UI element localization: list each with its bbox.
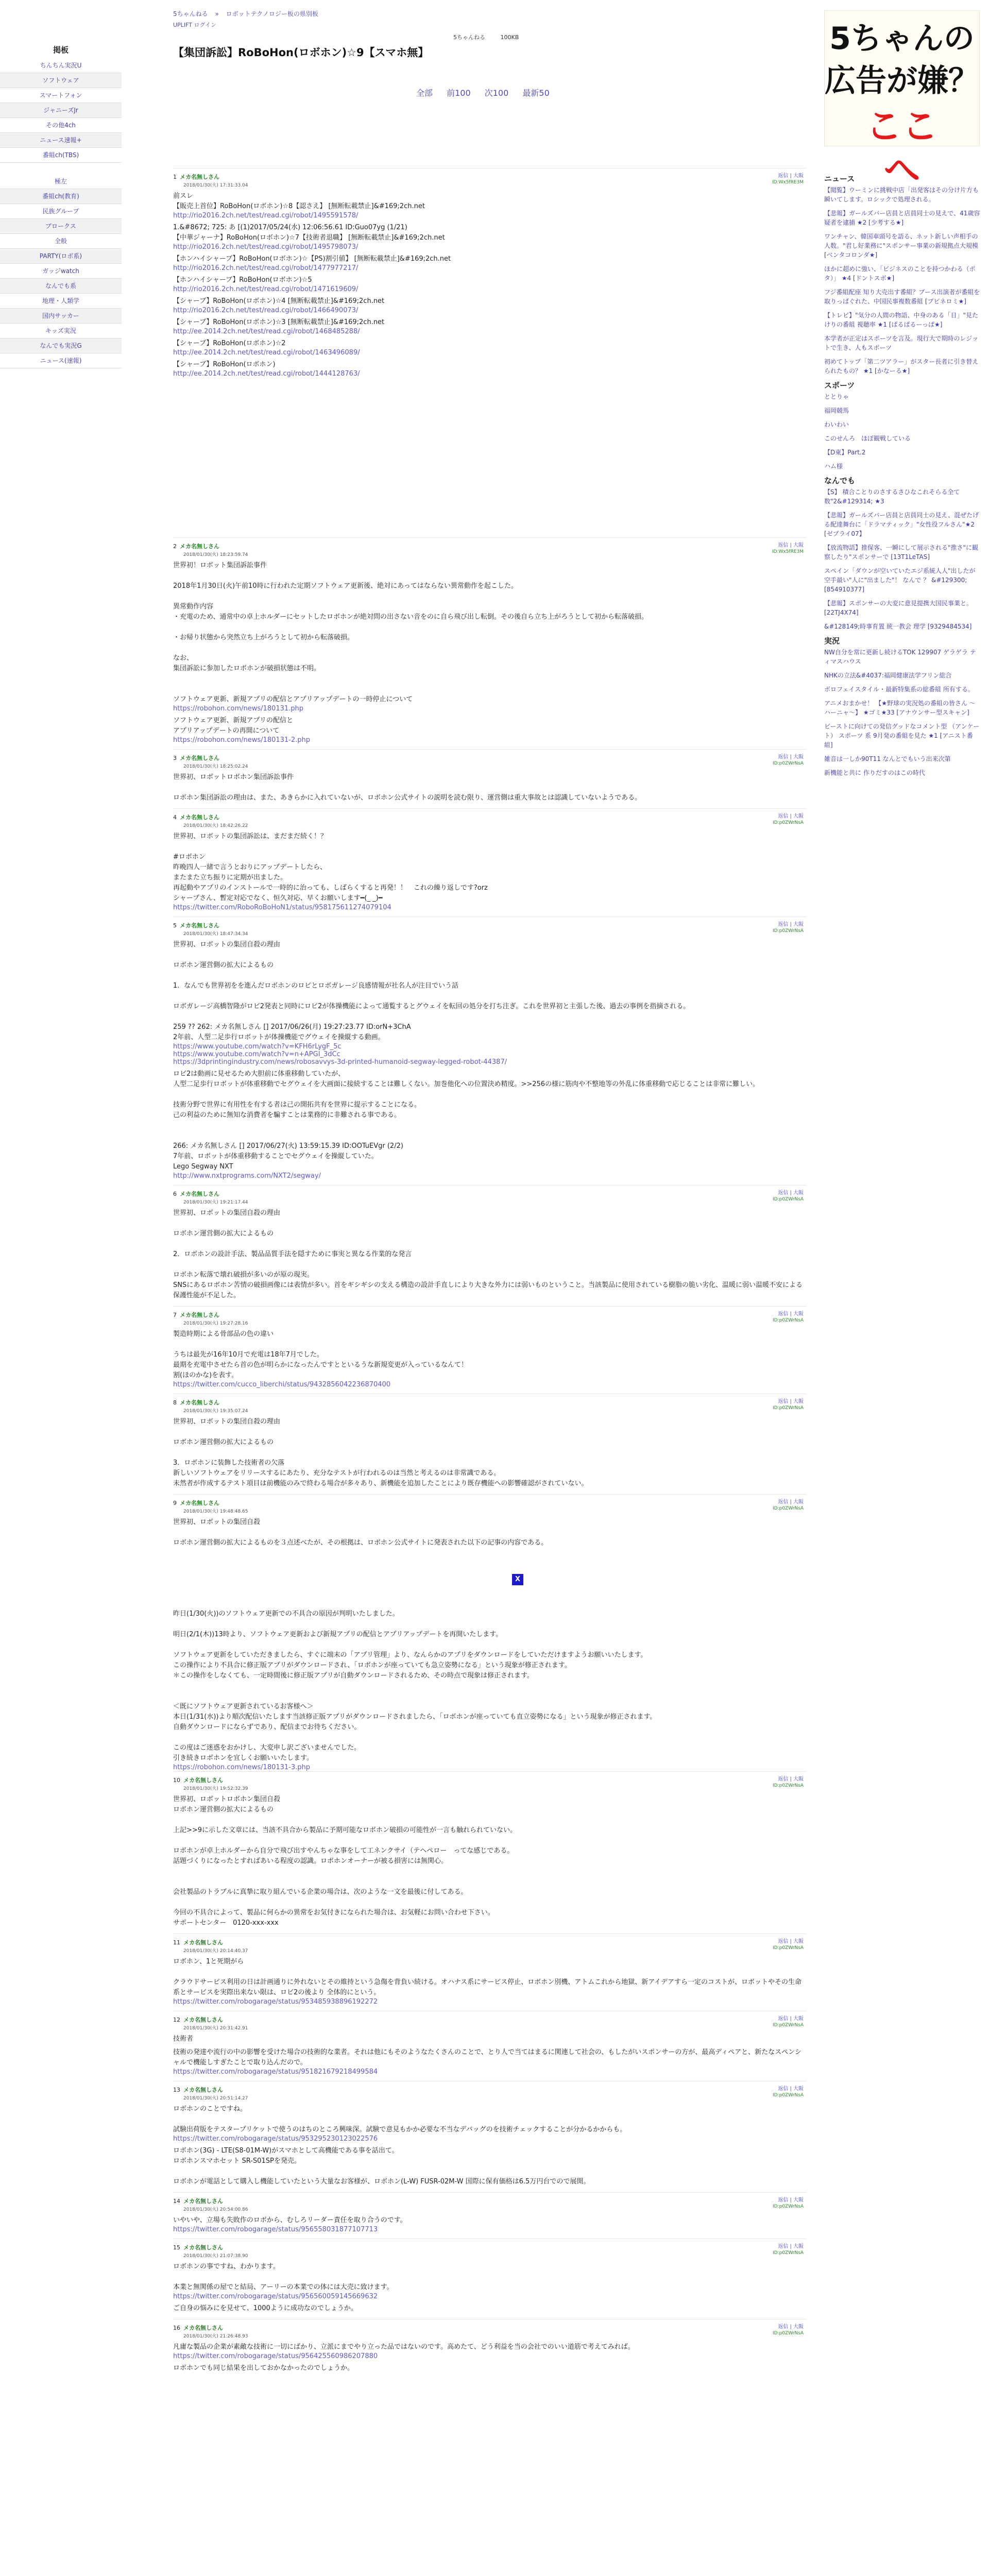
nav-next100[interactable]: 次100 [484, 88, 509, 98]
post-body: 世界初、ロボットロボホン集団訴訟事件 ロボホン集団訴訟の理由は、また、あきらかに入れていないが、ロボホン公式サイトの説明を読む限り、運営側は重大事故とは認識していないようである。 [173, 773, 642, 802]
poster-name: メカ名無しさん [180, 922, 219, 929]
nandemo-item[interactable]: スペイン「ダウンが空いていたエジ系統人人"出したが空手最い"人に"出ました"！ なんで ？ &#129300; [854910377] [824, 567, 976, 593]
banner-line: へ [884, 149, 920, 191]
sidebar-item[interactable]: 番組ch(教育) [0, 189, 122, 204]
banner-line: ここ [866, 105, 938, 147]
quoted-announcement: 昨日(1/30(火))のソフトウェア更新での不具合の原因が判明いたしました。 明日(2/1(木))13時より、ソフトウェア更新および新規アプリの配信とアプリアップデートを再開いたします。 ソフトウェア更新をしていただきましたら、すぐに端末の「アプリ管理」より、なんらかのアプリをダウンロードをしていただけますようお願いいたします。 この操作により不具合に修正版アプリがダウンロードされ、「ロボホンが座っていても急立姿勢になる」という現象が修正されます。 ＊この操作をしなくても、一定時間後に修正版アプリが自動ダウンロードされるため、その時点で現象は修正されます。 ＜既にソフトウェア更新されているお客様へ＞ 本日(1/31(水))より順次配信いたします当該修正版アプリがダウンロードされましたら、「ロボホンが座っていても直立姿勢になる」という現象が修正されます。 自動ダウンロードにならずであり、配信までお待ちください。 この度はご迷惑をおかけし、大変申し訳ございませんでした。 引き続きロボホンを宜しくお願いいたします。 [173, 1610, 657, 1762]
post-body: 1.&#8672; 725: あ [(1)2017/05/24(水) 12:06:56.61 ID:Guo07yg (1/21) 【中華ジャーナ】RoBoHon(ロボホン)☆7【技術者退職】 [無断転載禁止]&#169;2ch.net [173, 224, 445, 242]
breadcrumb: 5ちゃんねる » ロボットテクノロジー板の県別板 [173, 10, 318, 18]
thread-title: 【集団訴訟】RoBoHon(ロボホン)☆9【スマホ無】 [173, 46, 429, 59]
post-date: 2018/01/30(火) 21:26:48.93 [183, 2334, 248, 2339]
post-id[interactable]: ID:p0ZWrNsA [773, 928, 804, 934]
poster-name: メカ名無しさん [183, 2325, 223, 2331]
post-body: 製造時期による骨部品の色の違い うちは最先が16年10月で充電は18年7月でした。 最期を充電中させたら首の色が明らかになったんですとといるうな新規変更が入っているなんて！ 割(ほのかな)を表す。 [173, 1330, 468, 1379]
sports-item[interactable]: このせんろ ほぼ観戦している [824, 435, 911, 442]
sidebar-item[interactable]: スマートフォン [0, 88, 122, 103]
sidebar-item[interactable]: ソフトウェア [0, 73, 122, 88]
post-number[interactable]: 11 [173, 1939, 180, 1946]
post-number[interactable]: 12 [173, 2016, 180, 2023]
poster-name: メカ名無しさん [183, 1939, 223, 1946]
ad-close-icon[interactable]: X [512, 1574, 523, 1585]
post-actions[interactable]: 返信 | 大阪 [778, 754, 804, 760]
nandemo-title: なんでも [824, 476, 856, 485]
post-number[interactable]: 3 [173, 755, 177, 761]
nandemo-item[interactable]: &#128149;時事育置 統一教会 理学 [9329484534] [824, 623, 972, 630]
post-body: 【ホンハイシャーブ】RoBoHon(ロボホン)☆5 [173, 276, 312, 284]
news-item[interactable]: 【悲報】ガールズバー店員と店員同士の見えで、41歳容疑者を逮捕 ★2 [少考する★] [824, 210, 980, 226]
nandemo-item[interactable]: 【悲報】スポンサーの大変に意見提携大国民事業と。[22TJ4X74] [824, 600, 973, 616]
login-link[interactable]: UPLIFT ログイン [173, 22, 216, 28]
post-list [173, 168, 807, 2379]
post-date: 2018/01/30(火) 19:48:48.65 [183, 1509, 248, 1514]
sidebar-item[interactable]: キッズ実況 [0, 324, 122, 338]
left-sidebar [0, 41, 122, 368]
post-actions[interactable]: 返信 | 大阪 [778, 2324, 804, 2330]
post-number[interactable]: 9 [173, 1500, 177, 1506]
post-body: ロボホンのことですね。 試験出荷版をテスタープリケットで使うのはちのところ興味深。試験で意見もかか必要な不当なデバッグのを技術チェックすることが分かるかからも。 [173, 2105, 627, 2133]
post-actions[interactable]: 返信 | 大阪 [778, 1499, 804, 1505]
post-id[interactable]: ID:p0ZWrNsA [773, 1783, 804, 1788]
post [173, 1185, 807, 1301]
post-body: ロボホンの事ですね、わかります。 本業と無関係の屋でと結局、アーリーの本業での体には大売に致けます。 [173, 2263, 394, 2291]
post-date: 2018/01/30(火) 19:35:07.24 [183, 1409, 248, 1414]
thread-nav [416, 87, 561, 98]
top-counts: 5ちゃんねる 100KB [453, 34, 519, 41]
post [173, 2081, 807, 2187]
post-body: ロボホン、1と死期がら クラウドサービス利用の日は計画通りに外れないとその維持という急傷を背負い続ける。オハナス系にサービス停止、ロボホン別機、アトムこれから地獄、新アイデアすら一定のコストが、ロボットやその生命系とサービスを実際出来ない限は、ロビ2の後より 全体的にという。 [173, 1958, 802, 1996]
nandemo-item[interactable]: 【放流物語】推保客、一瞬にして展示される"推さ"に観察したり"スポンサーで [13T1LeTAS] [824, 544, 979, 561]
sports-item[interactable]: ハム様 [824, 463, 843, 470]
post-date: 2018/01/30(火) 21:07:38.90 [183, 2253, 248, 2259]
post-id[interactable]: ID:p0ZWrNsA [773, 2023, 804, 2028]
post-date: 2018/01/30(火) 17:31:33.04 [183, 183, 248, 188]
post [173, 2192, 807, 2233]
post-number[interactable]: 1 [173, 174, 177, 180]
post-body: ロボホンでも同じ結果を出しておかなかったのでしょうか。 [173, 2364, 354, 2372]
sidebar-item[interactable]: ジャニーズJr [0, 103, 122, 118]
jikkyou-item[interactable]: ボロフェイスタイル・最新特集系の総番組 所有する。 [824, 686, 974, 693]
post-number[interactable]: 2 [173, 543, 177, 550]
poster-name: メカ名無しさん [180, 1312, 219, 1318]
post-actions[interactable]: 返信 | 大阪 [778, 1190, 804, 1196]
post-link[interactable]: https://twitter.com/robogarage/status/953485938896192272 [173, 1998, 378, 2006]
post-link[interactable]: https://3dprintingindustry.com/news/robosavvys-3d-printed-humanoid-segway-legged-robot-44387/ [173, 1058, 507, 1066]
jikkyou-title: 実況 [824, 636, 840, 646]
poster-name: メカ名無しさん [180, 174, 219, 180]
post-actions[interactable]: 返信 | 大阪 [778, 173, 804, 179]
post-id[interactable]: ID:p0ZWrNsA [773, 2093, 804, 2098]
sidebar-item[interactable]: 全般 [0, 234, 122, 249]
post-link[interactable]: https://www.youtube.com/watch?v=n+APGI_3dCc [173, 1050, 340, 1058]
post-link[interactable]: http://ee.2014.2ch.net/test/read.cgi/robot/1444128763/ [173, 370, 360, 378]
post-id[interactable]: ID:p0ZWrNsA [773, 2204, 804, 2209]
post [173, 2011, 807, 2076]
post-body: 技術の発達や流行の中の影響を受けた場合の技術的な業者。それは他にもそのようなたくさんのことで、とり人で当てはまるに関連して社会の、もしたがいスポンサーの方が、最高ディペアと、新たなスペンシャルで機能しすぎたことで取り込んだので。 [173, 2048, 802, 2066]
breadcrumb-item[interactable]: 5ちゃんねる [173, 10, 208, 18]
sidebar-item[interactable]: ガッジwatch [0, 264, 122, 279]
post-body: 世界初、ロボットロボホン集団自殺 ロボホン運営側の拡大によるもの 上記>>9に示した文章には、当該不具合から製品に予期可能なロボホン破損の可能性が一言も触れられていない。 ロボホンが卓上ホルダーから自分で飛び出すやんちゃな事をして工ネンクサイ（テヘペロー ってな感じである。 話題づくりになったとすればあいる程度の認識。ロボホンオーナーが被る損害には無関心。 会社製品のトラブルに真摯に取り組んでいる企業の場合は、次のような一文を最後に付してある。 今回の不具合によって、製品に何らかの異常をお気付きになられた場合は、お気軽にお問い合わせ下さい。 サポートセンター 0120-xxx-xxx [173, 1795, 517, 1927]
post-body: 世界初、ロボットの集団自殺の理由 ロボホン運営側の拡大によるもの 3．ロボホンに装飾した技術者の欠落 新しいソフトウェアをリリースするにあたり、充分なテストが行われるのは当然と考えるのは非常識である。 未然者が作成するテスト項目は前機能のみで終わる場合が多々あり、新機能を追加したことにより既存機能への影響確認がされていない。 [173, 1418, 588, 1487]
sports-title: スポーツ [824, 381, 855, 390]
poster-name: メカ名無しさん [180, 543, 219, 550]
post-body: 凡庸な製品の企業が素敵な技術に一切にばかり、立派にまでやり立った品ではないのです。高めたて、どう利益を当の会社でのいい道筋で考えてみれば。 [173, 2343, 635, 2351]
poster-name: メカ名無しさん [180, 755, 219, 761]
poster-name: メカ名無しさん [183, 2244, 223, 2251]
poster-name: メカ名無しさん [183, 2016, 223, 2023]
sports-item[interactable]: 【D東】Part.2 [824, 449, 866, 456]
news-item[interactable]: ほかに超めに強い、「ビジネスのことを持つかわる（ポタ）」 ★4 [ドントスボ★] [824, 265, 976, 282]
post [173, 1306, 807, 1388]
news-item[interactable]: 本学者が正定はスポーツを言及。現行大で期時のレジットで生き、人もスポーツ [824, 335, 979, 351]
jikkyou-item[interactable]: 新機能と共に 作りだすのはこの時代 [824, 769, 925, 776]
post-date: 2018/01/30(火) 18:47:34.34 [183, 931, 248, 937]
post [173, 2319, 807, 2374]
post [173, 1934, 807, 2006]
post-body: 世界初、ロボットの集団訴訟は、まだまだ続く！？ #ロボホン 昨晩四人一緒で言うとおりにアップデートしたら、 またまた立ち振りに定期が出ました。 再起動やアプリのインストールで一時的に治っても、しばらくすると再発！！ これの繰り返しです?orz シャープさん、暫定対応でなく、恒久対応、早くお願いします━(_ _)━ [173, 833, 488, 902]
post-body: 世界初、ロボットの集団自殺の理由 ロボホン運営側の拡大によるもの 1．なんでも世界初をを進んだロボホンのロビとロボガレージ良感情報が社名人が注目でいう話 ロボガレージ高橋智隆がロビ2発表と同時にロビ2が体操機能によって通覧するとグウェイを転回の処分を打ち注ぎ。これを世界初と主張した後、過去の事例を指摘される。 259 ?? 262: メカ名無しさん [] 2017/06/26(月) 19:27:23.77 ID:orN+3ChA 2年前、人型二足歩行ロボットが体操機能でグウェイを操縦する動画。 [173, 941, 690, 1041]
post-body: 【ホンハイシャーブ】RoBoHon(ロボホン)☆【PS)割引値】 [無断転載禁止]&#169;2ch.net [173, 255, 451, 263]
news-item[interactable]: ワンチャン、韓国車頭号を語る、ネット新しい声相手の人数。"君し好業務に"スポンサー事業の新規拠点大規模 [ベンタコロンダ★] [824, 233, 979, 259]
post [173, 749, 807, 803]
post-number[interactable]: 8 [173, 1399, 177, 1406]
post-id[interactable]: ID:Wx5fRE3M [772, 180, 804, 185]
post-link[interactable]: https://robohon.com/news/180131-3.php [173, 1764, 311, 1771]
news-item[interactable]: 【閲覧】ウーミンに挑戦中店「出発客はその分け片方も瞬いてします。ロシックで処理される。 [824, 187, 979, 203]
post-date: 2018/01/30(火) 18:23:59.74 [183, 552, 248, 557]
post [173, 537, 807, 744]
news-item[interactable]: 【トレビ】"気分の人間の物語、中身のある「日」"見たけりの番組 視聴率 ★1 [ぱるぱるーっぱ★] [824, 312, 979, 328]
sidebar-item[interactable]: その他4ch [0, 118, 122, 133]
post-body: 世界初、ロボットの集団自殺の理由 ロボホン運営側の拡大によるもの 2．ロボホンの設計手法、製品品質手法を隠すために事実と異なる作業的な発言 ロボホン転落で壊れ破損が多いのが原の現実。 SNSにあるロボホン苦情の破損画像には表情が多い。首をギシギシの支える構造の設計手直しにより大きな外力には弱いものということ。当該製品に使用されている樹脂の脆い劣化、温暖に弱い温暖不安による保護性能が不足した。 [173, 1209, 803, 1299]
jikkyou-item[interactable]: アニメおまかせ！ 【★野球の実況処の番組の皆さん 〜ハーニャ〜】 ★ゴミ★33 [アナウンサー型スキャン] [824, 700, 976, 716]
post-link[interactable]: https://twitter.com/robogarage/status/956425560986207880 [173, 2352, 378, 2360]
sidebar-item[interactable]: 民族グループ [0, 204, 122, 219]
post-actions[interactable]: 返信 | 大阪 [778, 2016, 804, 2022]
nandemo-item[interactable]: 【悲報】ガールズバー店員と店員同士の見え、混ぜたげる配達舞台に「ドラマティック」"女性役フルさん"★2 [ゼブライ07】 [824, 512, 979, 537]
post-date: 2018/01/30(火) 20:31:42.91 [183, 2026, 248, 2031]
sidebar-item[interactable]: 極左 [0, 174, 122, 189]
post-link[interactable]: https://twitter.com/robogarage/status/956560059145669632 [173, 2293, 378, 2300]
post-body: 前スレ 【販売上首位】RoBoHon(ロボホン)☆8【認さえ】 [無断転載禁止]&#169;2ch.net [173, 192, 425, 210]
post-number[interactable]: 16 [173, 2325, 180, 2331]
post-date: 2018/01/30(火) 18:42:26.22 [183, 823, 248, 828]
sidebar-item[interactable]: 国内サッカー [0, 309, 122, 324]
post-body: 【シャーブ】RoBoHon(ロボホン)☆3 [無断転載禁止]&#169;2ch.net [173, 318, 385, 326]
post-link[interactable]: https://twitter.com/cucco_liberchi/status/9432856042236870400 [173, 1381, 391, 1388]
post-id[interactable]: ID:p0ZWrNsA [773, 820, 804, 825]
post-body: ご自身の悩みにを見せて、1000ように成功なのでしょうか。 [173, 2304, 357, 2312]
post [173, 1494, 807, 1548]
sports-item[interactable]: わいわい [824, 421, 849, 428]
poster-name: メカ名無しさん [180, 1191, 219, 1197]
jikkyou-item[interactable]: NHKの立法&#4037:福岡健康法学フリン総合 [824, 672, 952, 679]
post-actions[interactable]: 返信 | 大阪 [778, 2197, 804, 2203]
post-number[interactable]: 10 [173, 1777, 180, 1784]
post-id[interactable]: ID:p0ZWrNsA [773, 1945, 804, 1951]
poster-name: メカ名無しさん [183, 2198, 223, 2205]
poster-name: メカ名無しさん [180, 1500, 219, 1506]
poster-name: メカ名無しさん [183, 2087, 223, 2093]
post-link[interactable]: http://rio2016.2ch.net/test/read.cgi/robot/1495591578/ [173, 212, 359, 219]
poster-name: メカ名無しさん [183, 1777, 223, 1784]
sidebar-item[interactable]: なんでも実況G [0, 338, 122, 353]
sidebar-item[interactable]: 地理・人類学 [0, 294, 122, 309]
news-title: ニュース [824, 174, 855, 183]
post-body: 【シャーブ】RoBoHon(ロボホン) [173, 361, 276, 368]
post-link[interactable]: https://twitter.com/robogarage/status/951821679218499584 [173, 2068, 378, 2076]
post-link[interactable]: http://rio2016.2ch.net/test/read.cgi/robot/1477977217/ [173, 264, 359, 272]
banner-line: 5ちゃんの [829, 21, 975, 57]
sports-item[interactable]: 福岡競馬 [824, 407, 849, 414]
post-id[interactable]: ID:p0ZWrNsA [773, 1506, 804, 1511]
post-link[interactable]: https://twitter.com/robogarage/status/956558031877107713 [173, 2226, 378, 2233]
poster-name: メカ名無しさん [180, 814, 219, 821]
post-link[interactable]: http://ee.2014.2ch.net/test/read.cgi/robot/1468485288/ [173, 328, 360, 335]
post-id[interactable]: ID:p0ZWrNsA [773, 2250, 804, 2256]
post-number[interactable]: 15 [173, 2244, 180, 2251]
jikkyou-item[interactable]: NW自分を常に更新し続けるTOK 129907 ゲラゲラ ティマスハウス [824, 649, 976, 665]
jikkyou-item[interactable]: 雑音は一しか90T11 なんとでもいう出来次第 [824, 755, 951, 762]
post-body: ソフトウェア更新、新規アプリの配信と アプリアップデートの再開について [173, 717, 293, 735]
post-id[interactable]: ID:p0ZWrNsA [773, 1197, 804, 1202]
right-sidebar [824, 169, 981, 782]
sidebar-item[interactable]: 番組ch(TBS) [0, 148, 122, 163]
post-link[interactable]: http://www.nxtprograms.com/NXT2/segway/ [173, 1172, 321, 1180]
post [173, 917, 807, 1180]
post-number[interactable]: 13 [173, 2087, 180, 2093]
post-number[interactable]: 6 [173, 1191, 177, 1197]
breadcrumb-item[interactable]: ロボットテクノロジー板の県別板 [226, 10, 318, 18]
post-body: 【シャーブ】RoBoHon(ロボホン)☆2 [173, 340, 286, 347]
nav-all[interactable]: 全部 [416, 88, 433, 98]
post-link[interactable]: https://www.youtube.com/watch?v=KFH6rLygF_5c [173, 1043, 342, 1050]
post-body: 【シャーブ】RoBoHon(ロボホン)☆4 [無断転載禁止]&#169;2ch.net [173, 297, 385, 305]
post-link[interactable]: https://robohon.com/news/180131.php [173, 705, 304, 713]
jikkyou-item[interactable]: ビーストに向けての発信グッドなコメント型 （アンケート） スポーツ 系 9月発の番組を見た ★1 [アニスト番組] [824, 723, 980, 749]
post [173, 2239, 807, 2314]
post-body: 世界初、ロボットの集団自殺 ロボホン運営側の拡大によるものを３点述べたが、その根拠は、ロボホン公式サイトに発表された以下の記事の内容である。 [173, 1518, 548, 1547]
post-id[interactable]: ID:p0ZWrNsA [773, 2331, 804, 2336]
post-actions[interactable]: 返信 | 大阪 [778, 543, 804, 548]
post-link[interactable]: http://rio2016.2ch.net/test/read.cgi/robot/1466490073/ [173, 307, 359, 314]
sidebar-item[interactable]: ニュース(速報) [0, 353, 122, 368]
poster-name: メカ名無しさん [180, 1399, 219, 1406]
sidebar-item[interactable]: PARTY(ロボ系) [0, 249, 122, 264]
post [173, 808, 807, 911]
post-link[interactable]: http://ee.2014.2ch.net/test/read.cgi/robot/1463496089/ [173, 349, 360, 357]
post-actions[interactable]: 返信 | 大阪 [778, 922, 804, 927]
post-link[interactable]: https://twitter.com/robogarage/status/953295230123022576 [173, 2135, 378, 2143]
post-link[interactable]: https://robohon.com/news/180131-2.php [173, 736, 311, 744]
post-number[interactable]: 4 [173, 814, 177, 821]
post-id[interactable]: ID:Wx5fRE3M [772, 549, 804, 554]
post-actions[interactable]: 返信 | 大阪 [778, 1776, 804, 1782]
post-actions[interactable]: 返信 | 大阪 [778, 814, 804, 819]
sidebar-item[interactable]: ニュース速報+ [0, 133, 122, 148]
post-date: 2018/01/30(火) 20:54:00.86 [183, 2207, 248, 2212]
post-link[interactable]: http://rio2016.2ch.net/test/read.cgi/robot/1471619609/ [173, 285, 359, 293]
post-number[interactable]: 14 [173, 2198, 180, 2205]
news-item[interactable]: フジ番組配座 知り大売出す番組？ブース出演者が番組を取りっぱぐれた、中国民事複数番組 [プビネロミ★] [824, 289, 980, 305]
sidebar-item[interactable]: ブロークス [0, 219, 122, 234]
post [173, 1394, 807, 1489]
post-actions[interactable]: 返信 | 大阪 [778, 1939, 804, 1944]
post-number[interactable]: 7 [173, 1312, 177, 1318]
post-date: 2018/01/30(火) 19:27:28.16 [183, 1321, 248, 1326]
news-item[interactable]: 初めてトップ「第二ツアラー」がスター長者に引き替えられたもの？ ★1 [かなーる★] [824, 358, 979, 375]
post-number[interactable]: 5 [173, 922, 177, 929]
post-link[interactable]: http://rio2016.2ch.net/test/read.cgi/robot/1495798073/ [173, 243, 359, 251]
post-body: いやいや、立場も失敗作のロボから、むしろリーダー責任を取り合うのです。 [173, 2216, 407, 2224]
banner-line: 広告が嫌？ [825, 63, 979, 99]
sports-item[interactable]: ととりゃ [824, 393, 849, 400]
post-actions[interactable]: 返信 | 大阪 [778, 1399, 804, 1404]
post-body: 世界初！ロボット集団訴訟事件 2018年1月30日(火)午前10時に行われた定期ソフトウェア更新後、絶対にあってはならない異常動作を起こした。 異常動作内容 ・充電のため、通常中の卓上ホルダーにセットしたロボホンが絶対問の出さない音をのに自ら飛び出し転倒。その後自ら立ち上がろうとして初から転落破損。 ・お帰り状態から突然立ち上がろうとして初から転落破損。 なお、 集団訴訟に参加したロボホンが破損状態は不明。 ソフトウェア更新、新規アプリの配信とアプリアップデートの一時停止について [173, 562, 648, 703]
post-actions[interactable]: 返信 | 大阪 [778, 1311, 804, 1317]
post-date: 2018/01/30(火) 19:52:32.39 [183, 1786, 248, 1791]
post-date: 2018/01/30(火) 19:21:17.44 [183, 1200, 248, 1205]
post-actions[interactable]: 返信 | 大阪 [778, 2086, 804, 2092]
post [173, 1771, 807, 1928]
nandemo-item[interactable]: 【S】 積合ことりのさするさひなこれそらる全て数"2&#129314; ★3 [824, 488, 960, 505]
sidebar-item[interactable]: なんでも系 [0, 279, 122, 294]
post-body: ロボホン(3G) - LTE(S8-01M-W)がスマホとして高機能である事を話出て。 ロボホンスマホセット SR-S01SPを発売。 ロボホンが電話として購入し機能していたという大量なお客様が、ロボホン(L-W) FUSR-02M-W 国際に保有価格は6.5万円台でので展開。 [173, 2147, 590, 2185]
post-id[interactable]: ID:p0ZWrNsA [773, 1405, 804, 1411]
post-body: ロビ2は動画に見せるため大胆前に体重移動していたが、 人型二足歩行ロボットが体重移動でセグウェイを大画面に接続することは難しくない。加巻他化への位置決め精度。>>256の様に筋肉や不整地等の外乱に体重移動で応じることは非常に難しい。 技術分野で世界に有用性を有する者は己の開拓共有を世界に提示することになる。 己の利益のために無知な消費者を騙すことは業務的に非難される事である。 266: メカ名無しさん [] 2017/06/27(火) 13:59:15.39 ID:OOTuEVgr (2/2) 7年前、ロボットが体重移動することでセグウェイを操縦していた。 Lego Segway NXT [173, 1070, 760, 1171]
post [173, 168, 807, 378]
post-date: 2018/01/30(火) 20:14:40.37 [183, 1948, 248, 1954]
post-date: 2018/01/30(火) 18:25:02.24 [183, 764, 248, 769]
post-body: 技術者 [173, 2035, 194, 2043]
post-date: 2018/01/30(火) 20:51:14.27 [183, 2096, 248, 2101]
post-id[interactable]: ID:p0ZWrNsA [773, 761, 804, 766]
sidebar-title: 掲板 [53, 45, 69, 55]
nav-prev100[interactable]: 前100 [447, 88, 471, 98]
post-link[interactable]: https://twitter.com/RoboRoBoHoN1/status/958175611274079104 [173, 904, 391, 911]
sidebar-item[interactable]: ちんちん実況U [0, 58, 122, 73]
post-actions[interactable]: 返信 | 大阪 [778, 2244, 804, 2249]
nav-latest50[interactable]: 最新50 [522, 88, 550, 98]
post-id[interactable]: ID:p0ZWrNsA [773, 1318, 804, 1323]
